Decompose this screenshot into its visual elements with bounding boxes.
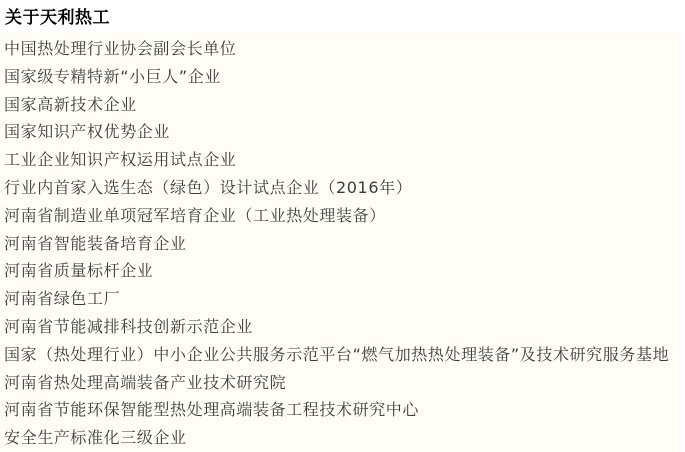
honor-item: 工业企业知识产权运用试点企业 xyxy=(4,150,237,170)
honor-item: 中国热处理行业协会副会长单位 xyxy=(4,39,237,58)
honor-item: 河南省智能装备培育企业 xyxy=(4,233,187,253)
honor-item: 行业内首家入选生态（绿色）设计试点企业（2016年） xyxy=(4,177,413,197)
honors-panel xyxy=(0,33,682,452)
honor-item: 国家知识产权优势企业 xyxy=(4,122,171,142)
honor-item: 河南省节能减排科技创新示范企业 xyxy=(4,316,254,336)
honor-item: 国家（热处理行业）中小企业公共服务示范平台“燃气加热热处理装备”及技术研究服务基地 xyxy=(4,344,670,364)
honors-list xyxy=(0,33,682,452)
honor-item: 河南省制造业单项冠军培育企业（工业热处理装备） xyxy=(4,205,386,225)
honor-item: 河南省节能环保智能型热处理高端装备工程技术研究中心 xyxy=(4,400,420,420)
page-title: 关于天利热工 xyxy=(5,8,110,28)
honor-item: 河南省绿色工厂 xyxy=(4,289,121,309)
honor-item: 国家高新技术企业 xyxy=(4,94,137,114)
honor-item: 安全生产标准化三级企业 xyxy=(4,428,187,448)
honor-item: 河南省质量标杆企业 xyxy=(4,261,154,281)
honor-item: 国家级专精特新“小巨人”企业 xyxy=(4,66,221,86)
honor-item: 河南省热处理高端装备产业技术研究院 xyxy=(4,372,287,392)
